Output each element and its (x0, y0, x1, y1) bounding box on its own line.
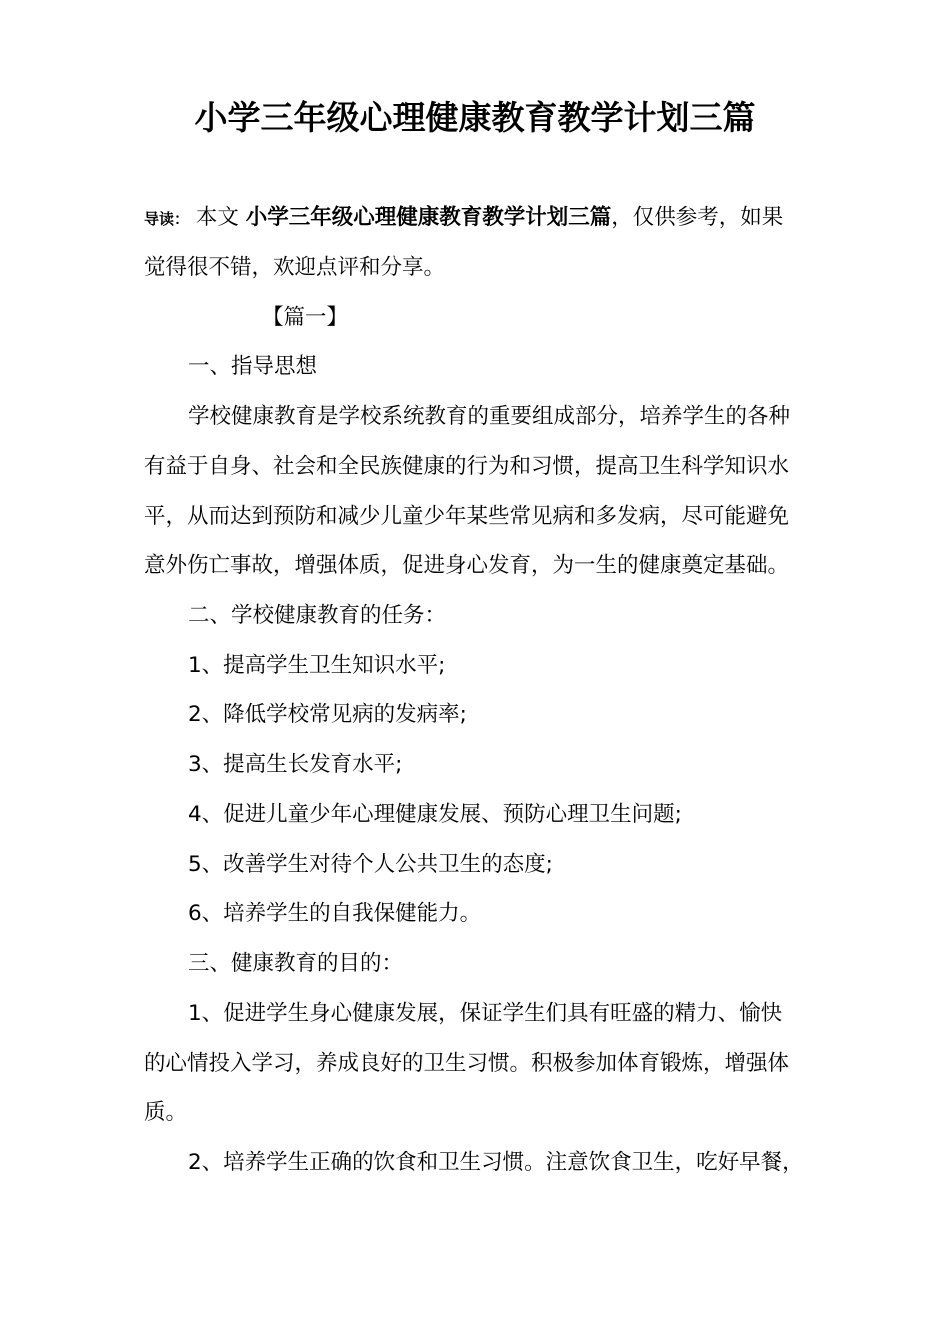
list-item: 1、提高学生卫生知识水平; (188, 653, 446, 678)
list-item: 2、降低学校常见病的发病率; (188, 702, 467, 727)
list-item: 3、提高生长发育水平; (188, 752, 403, 777)
paragraph-line: 意外伤亡事故，增强体质，促进身心发育，为一生的健康奠定基础。 (144, 553, 790, 578)
heading-tasks: 二、学校健康教育的任务： (188, 603, 447, 628)
paragraph-line: 的心情投入学习，养成良好的卫生习惯。积极参加体育锻炼，增强体 (144, 1051, 790, 1076)
guide-suffix: ，仅供参考，如果 (611, 205, 784, 230)
list-item: 5、改善学生对待个人公共卫生的态度; (188, 852, 553, 877)
guide-line-2: 觉得很不错，欢迎点评和分享。 (144, 255, 446, 280)
document-title: 小学三年级心理健康教育教学计划三篇 (194, 98, 756, 137)
paragraph-line: 学校健康教育是学校系统教育的重要组成部分，培养学生的各种 (188, 404, 791, 429)
paragraph-line: 质。 (144, 1100, 188, 1125)
heading-guiding-thought: 一、指导思想 (188, 354, 318, 379)
list-item: 6、培养学生的自我保健能力。 (188, 901, 482, 926)
guide-bold-title: 小学三年级心理健康教育教学计划三篇 (245, 205, 612, 230)
paragraph-line: 平，从而达到预防和减少儿童少年某些常见病和多发病，尽可能避免 (144, 504, 790, 529)
paragraph-line: 有益于自身、社会和全民族健康的行为和习惯，提高卫生科学知识水 (144, 454, 790, 479)
guide-label: 导读： (144, 210, 190, 228)
paragraph-line: 1、促进学生身心健康发展，保证学生们具有旺盛的精力、愉快 (188, 1001, 783, 1026)
paragraph-line: 2、培养学生正确的饮食和卫生习惯。注意饮食卫生，吃好早餐， (188, 1150, 804, 1175)
guide-prefix: 本文 (195, 205, 239, 230)
list-item: 4、促进儿童少年心理健康发展、预防心理卫生问题; (188, 802, 682, 827)
heading-purpose: 三、健康教育的目的： (188, 951, 404, 976)
section-mark: 【篇一】 (262, 305, 349, 330)
guide-line-1 (144, 203, 824, 234)
